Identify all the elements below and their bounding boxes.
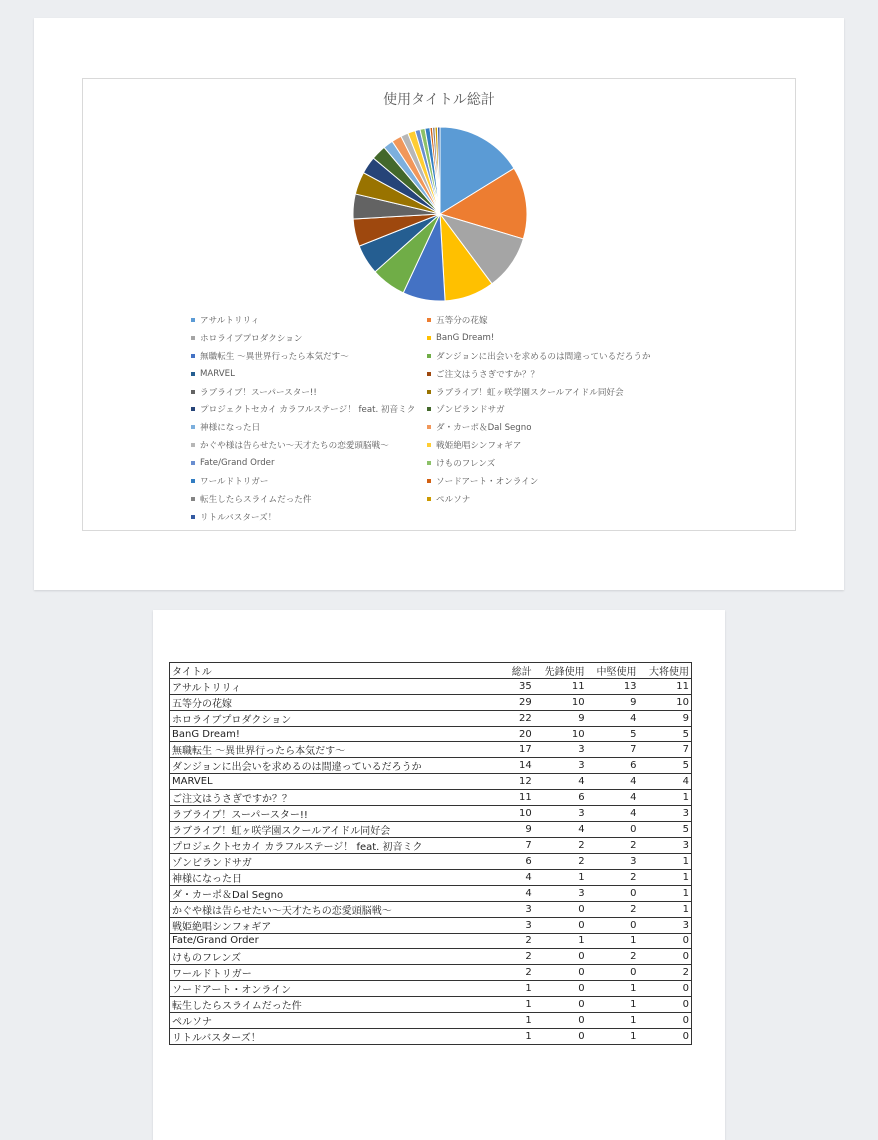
legend-label: 五等分の花嫁 [436, 315, 488, 326]
cell-value: 0 [587, 821, 639, 837]
legend-label: ラブライブ！スーパースター!! [200, 387, 317, 398]
header-general: 大将使用 [639, 663, 692, 679]
cell-value: 1 [639, 869, 692, 885]
table-row [170, 996, 692, 1012]
cell-value: 3 [639, 805, 692, 821]
cell-value: 9 [534, 711, 587, 727]
table-row [170, 711, 692, 727]
legend-item [191, 365, 427, 383]
table-row [170, 774, 692, 789]
cell-value: 0 [534, 948, 587, 964]
cell-value: 3 [587, 853, 639, 869]
cell-value: 5 [639, 727, 692, 742]
table-row [170, 853, 692, 869]
legend-label: ワールドトリガー [200, 476, 269, 487]
legend-label: リトルバスターズ！ [200, 512, 277, 523]
legend-swatch [427, 318, 431, 322]
cell-value: 0 [639, 933, 692, 948]
cell-value: 4 [534, 774, 587, 789]
legend-item [191, 329, 427, 347]
legend-label: プロジェクトセカイ カラフルステージ！ feat. 初音ミク [200, 405, 416, 416]
cell-value: 0 [534, 901, 587, 917]
cell-title: ワールドトリガー [170, 964, 477, 980]
legend-label: BanG Dream! [436, 332, 495, 343]
cell-value: 3 [534, 885, 587, 901]
legend-item [427, 347, 727, 365]
table-row [170, 869, 692, 885]
cell-title: ダ・カーポ＆Dal Segno [170, 885, 477, 901]
legend-label: ペルソナ [436, 494, 471, 505]
cell-title: ご注文はうさぎですか？？ [170, 789, 477, 805]
cell-value: 0 [534, 980, 587, 996]
legend-swatch [191, 515, 195, 519]
cell-value: 2 [476, 933, 534, 948]
legend-item [427, 365, 727, 383]
cell-value: 2 [534, 853, 587, 869]
cell-value: 20 [476, 727, 534, 742]
legend-label: けものフレンズ [436, 459, 496, 470]
cell-title: Fate/Grand Order [170, 933, 477, 948]
cell-value: 1 [639, 853, 692, 869]
table-row [170, 758, 692, 774]
table-row [170, 742, 692, 758]
legend-label: MARVEL [200, 368, 235, 379]
cell-value: 0 [587, 917, 639, 933]
cell-value: 1 [587, 996, 639, 1012]
cell-value: 3 [476, 917, 534, 933]
legend-item [191, 508, 427, 526]
table-row [170, 1028, 692, 1044]
table-row [170, 727, 692, 742]
legend-swatch [427, 336, 431, 340]
cell-value: 2 [587, 837, 639, 853]
cell-value: 4 [587, 711, 639, 727]
cell-value: 11 [476, 789, 534, 805]
legend-swatch [191, 318, 195, 322]
cell-value: 7 [587, 742, 639, 758]
cell-title: 五等分の花嫁 [170, 695, 477, 711]
cell-value: 1 [639, 901, 692, 917]
cell-value: 10 [534, 727, 587, 742]
cell-value: 2 [587, 869, 639, 885]
legend-item [191, 436, 427, 454]
cell-title: プロジェクトセカイ カラフルステージ！ feat. 初音ミク [170, 837, 477, 853]
cell-title: 無職転生 ～異世界行ったら本気だす～ [170, 742, 477, 758]
cell-value: 3 [639, 917, 692, 933]
cell-value: 1 [476, 996, 534, 1012]
legend-swatch [427, 461, 431, 465]
cell-value: 35 [476, 679, 534, 695]
table-row [170, 948, 692, 964]
cell-value: 5 [587, 727, 639, 742]
cell-value: 0 [639, 1028, 692, 1044]
legend-label: ホロライブプロダクション [200, 333, 303, 344]
cell-value: 11 [639, 679, 692, 695]
cell-value: 6 [476, 853, 534, 869]
legend-item [191, 454, 427, 472]
cell-value: 5 [639, 821, 692, 837]
table-row [170, 980, 692, 996]
table-row [170, 885, 692, 901]
cell-value: 2 [476, 948, 534, 964]
table-row [170, 917, 692, 933]
table-row [170, 695, 692, 711]
cell-value: 6 [587, 758, 639, 774]
legend-swatch [191, 407, 195, 411]
table-row [170, 964, 692, 980]
cell-value: 10 [639, 695, 692, 711]
header-total: 総計 [476, 663, 534, 679]
chart-title: 使用タイトル総計 [383, 92, 495, 108]
cell-value: 9 [476, 821, 534, 837]
cell-value: 7 [639, 742, 692, 758]
legend-swatch [427, 425, 431, 429]
legend-item [427, 329, 727, 347]
legend-item [191, 311, 427, 329]
cell-value: 4 [476, 885, 534, 901]
header-title: タイトル [170, 663, 477, 679]
legend-swatch [191, 372, 195, 376]
chart-legend [191, 311, 751, 526]
data-table [169, 662, 692, 1045]
cell-value: 3 [476, 901, 534, 917]
table-row [170, 1012, 692, 1028]
cell-value: 0 [639, 1012, 692, 1028]
legend-label: 神様になった日 [200, 423, 261, 434]
legend-label: 無職転生 ～異世界行ったら本気だす～ [200, 351, 349, 362]
cell-value: 10 [476, 805, 534, 821]
legend-item [427, 311, 727, 329]
cell-value: 0 [534, 996, 587, 1012]
legend-swatch [427, 443, 431, 447]
legend-item [191, 472, 427, 490]
legend-label: ラブライブ！虹ヶ咲学園スクールアイドル同好会 [436, 387, 624, 398]
cell-value: 0 [639, 948, 692, 964]
legend-item [427, 436, 727, 454]
cell-value: 3 [534, 758, 587, 774]
legend-label: ダ・カーポ＆Dal Segno [436, 423, 532, 434]
chart-page [34, 18, 844, 590]
cell-title: けものフレンズ [170, 948, 477, 964]
cell-value: 0 [534, 917, 587, 933]
legend-label: 転生したらスライムだった件 [200, 494, 312, 505]
legend-swatch [191, 479, 195, 483]
legend-item [191, 418, 427, 436]
cell-value: 2 [534, 837, 587, 853]
table-header-row [170, 663, 692, 679]
legend-swatch [191, 461, 195, 465]
table-row [170, 789, 692, 805]
cell-value: 0 [534, 964, 587, 980]
table-row [170, 837, 692, 853]
cell-value: 1 [476, 1012, 534, 1028]
cell-value: 0 [534, 1012, 587, 1028]
legend-swatch [191, 336, 195, 340]
cell-value: 4 [587, 805, 639, 821]
cell-value: 1 [534, 933, 587, 948]
cell-title: MARVEL [170, 774, 477, 789]
legend-swatch [191, 425, 195, 429]
legend-swatch [191, 390, 195, 394]
cell-value: 4 [587, 789, 639, 805]
legend-item [427, 418, 727, 436]
cell-value: 0 [587, 885, 639, 901]
cell-title: リトルバスターズ！ [170, 1028, 477, 1044]
cell-title: かぐや様は告らせたい～天才たちの恋愛頭脳戦～ [170, 901, 477, 917]
cell-value: 2 [476, 964, 534, 980]
header-vanguard: 先鋒使用 [534, 663, 587, 679]
cell-title: ダンジョンに出会いを求めるのは間違っているだろうか [170, 758, 477, 774]
legend-swatch [427, 372, 431, 376]
cell-value: 1 [476, 1028, 534, 1044]
cell-value: 0 [639, 996, 692, 1012]
cell-value: 29 [476, 695, 534, 711]
cell-value: 2 [587, 901, 639, 917]
cell-value: 2 [587, 948, 639, 964]
legend-swatch [427, 407, 431, 411]
legend-item [427, 383, 727, 401]
cell-value: 9 [587, 695, 639, 711]
cell-title: 転生したらスライムだった件 [170, 996, 477, 1012]
cell-value: 0 [639, 980, 692, 996]
table-page [153, 610, 725, 1140]
legend-label: Fate/Grand Order [200, 458, 275, 469]
cell-title: 戦姫絶唱シンフォギア [170, 917, 477, 933]
cell-value: 3 [639, 837, 692, 853]
legend-swatch [191, 497, 195, 501]
legend-label: ダンジョンに出会いを求めるのは間違っているだろうか [436, 351, 651, 362]
cell-title: ホロライブプロダクション [170, 711, 477, 727]
cell-value: 6 [534, 789, 587, 805]
cell-value: 2 [639, 964, 692, 980]
cell-value: 0 [587, 964, 639, 980]
legend-item [191, 383, 427, 401]
table-row [170, 821, 692, 837]
cell-value: 1 [639, 885, 692, 901]
cell-value: 1 [639, 789, 692, 805]
legend-item [427, 472, 727, 490]
cell-value: 1 [587, 980, 639, 996]
cell-value: 4 [587, 774, 639, 789]
cell-title: BanG Dream! [170, 727, 477, 742]
cell-value: 0 [534, 1028, 587, 1044]
cell-value: 4 [639, 774, 692, 789]
cell-value: 4 [534, 821, 587, 837]
legend-item [427, 490, 727, 508]
cell-value: 4 [476, 869, 534, 885]
cell-title: ラブライブ！虹ヶ咲学園スクールアイドル同好会 [170, 821, 477, 837]
cell-value: 9 [639, 711, 692, 727]
cell-title: 神様になった日 [170, 869, 477, 885]
cell-title: ペルソナ [170, 1012, 477, 1028]
legend-label: 戦姫絶唱シンフォギア [436, 441, 522, 452]
legend-label: アサルトリリィ [200, 315, 260, 326]
cell-value: 1 [587, 933, 639, 948]
table-row [170, 901, 692, 917]
legend-swatch [427, 479, 431, 483]
legend-label: ご注文はうさぎですか？？ [436, 369, 540, 380]
cell-value: 10 [534, 695, 587, 711]
legend-item [191, 347, 427, 365]
cell-value: 1 [587, 1012, 639, 1028]
legend-item [427, 454, 727, 472]
cell-value: 5 [639, 758, 692, 774]
legend-item [427, 400, 727, 418]
cell-title: ゾンビランドサガ [170, 853, 477, 869]
cell-value: 1 [587, 1028, 639, 1044]
legend-swatch [427, 354, 431, 358]
legend-item [191, 400, 427, 418]
header-middle: 中堅使用 [587, 663, 639, 679]
legend-label: かぐや様は告らせたい～天才たちの恋愛頭脳戦～ [200, 441, 389, 452]
chart-area[interactable] [82, 78, 796, 531]
cell-value: 11 [534, 679, 587, 695]
cell-title: ソードアート・オンライン [170, 980, 477, 996]
cell-value: 3 [534, 805, 587, 821]
cell-value: 1 [534, 869, 587, 885]
cell-value: 12 [476, 774, 534, 789]
legend-swatch [427, 390, 431, 394]
cell-value: 17 [476, 742, 534, 758]
legend-label: ソードアート・オンライン [436, 476, 539, 487]
cell-value: 14 [476, 758, 534, 774]
legend-swatch [191, 354, 195, 358]
cell-value: 22 [476, 711, 534, 727]
table-row [170, 679, 692, 695]
legend-label: ゾンビランドサガ [436, 405, 505, 416]
cell-title: ラブライブ！スーパースター!! [170, 805, 477, 821]
legend-swatch [191, 443, 195, 447]
cell-value: 13 [587, 679, 639, 695]
cell-title: アサルトリリィ [170, 679, 477, 695]
table-row [170, 933, 692, 948]
legend-item [191, 490, 427, 508]
cell-value: 3 [534, 742, 587, 758]
cell-value: 1 [476, 980, 534, 996]
cell-value: 7 [476, 837, 534, 853]
legend-swatch [427, 497, 431, 501]
table-row [170, 805, 692, 821]
